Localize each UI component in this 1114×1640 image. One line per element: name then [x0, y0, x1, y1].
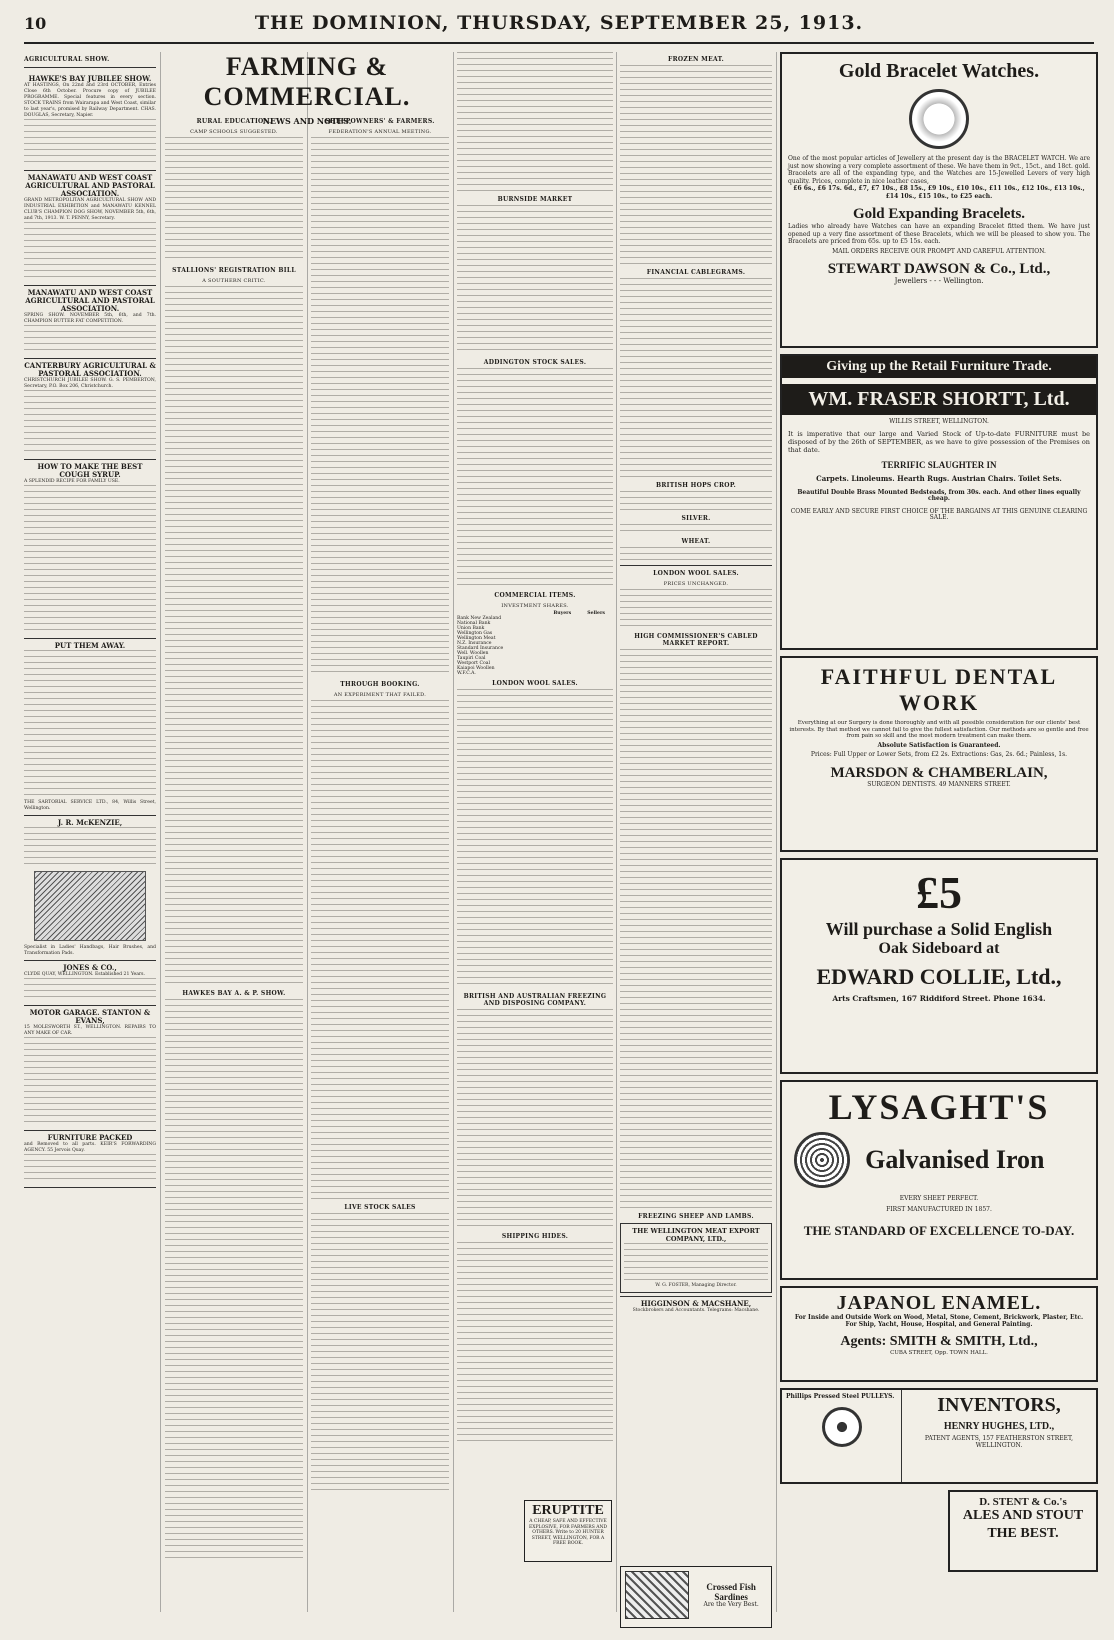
dental-guarantee: Absolute Satisfaction is Guaranteed.: [877, 741, 1001, 749]
ad-body: CLYDE QUAY, WELLINGTON. Established 21 Years.: [24, 972, 145, 977]
furniture-items: Carpets. Linoleums. Hearth Rugs. Austrian Chairs. Toilet Sets.: [816, 473, 1062, 483]
ad-title: J. R. McKENZIE,: [57, 818, 123, 827]
stewart-dawson-sub: Jewellers - - - Wellington.: [894, 277, 984, 285]
headline-rural-education: RURAL EDUCATION.: [196, 118, 272, 125]
headline-financial: FINANCIAL CABLEGRAMS.: [646, 269, 746, 276]
gold-watches-title: Gold Bracelet Watches.: [838, 60, 1040, 82]
share-name: Kaiapoi Woollen: [457, 666, 495, 671]
subhead: PRICES UNCHANGED.: [663, 581, 729, 587]
share-name: Standard Insurance: [457, 646, 504, 651]
share-name: Wellington Gas: [457, 631, 493, 636]
share-name: National Bank: [457, 621, 491, 626]
headline-freezing-co: BRITISH AND AUSTRALIAN FREEZING AND DISPOSING COMPANY.: [463, 993, 607, 1007]
ad-body: and Removed to all parts. KEIR'S FORWARDING AGENCY. 55 Jervois Quay.: [24, 1142, 156, 1153]
higginson-ad: [620, 1296, 772, 1317]
ad-put-them-away: [24, 639, 156, 816]
ad-body: SPRING SHOW. NOVEMBER 5th, 6th, and 7th. CHAMPION BUTTER FAT COMPETITION.: [24, 313, 156, 324]
column-rural: [165, 114, 303, 1612]
headline-sheepowners: SHEEPOWNERS' & FARMERS.: [325, 118, 435, 125]
watch-illustration: [909, 89, 969, 149]
stewart-dawson: STEWART DAWSON & Co., Ltd.,: [827, 261, 1051, 277]
sardine-illustration: [625, 1571, 689, 1619]
stent-product: ALES AND STOUT: [962, 1508, 1084, 1523]
pulleys-ad: [782, 1390, 902, 1482]
bracelets-body: Ladies who already have Watches can have an expanding Bracelet fitted them. We have just opened up a very fine assortment of these Bracelets, which we will be pleased to show you. The Bracelets are priced from 65s. up to £5 15s. each.: [788, 223, 1090, 245]
eruptite-body: A CHEAP, SAFE AND EFFECTIVE EXPLOSIVE, FOR FARMERS AND OTHERS. Write to 20 HUNTER STREET, WELLINGTON, FOR A FREE BOOK.: [528, 1519, 608, 1546]
higginson-body: Stockbrokers and Accountants. Telegrams: Macshane.: [632, 1308, 760, 1313]
headline-wheat: WHEAT.: [681, 538, 711, 545]
ad-title: CANTERBURY AGRICULTURAL & PASTORAL ASSOCIATION.: [24, 361, 156, 378]
japanol-title: JAPANOL ENAMEL.: [836, 1292, 1042, 1314]
subhead: INVESTMENT SHARES.: [501, 603, 569, 609]
share-name: Wellington Meat: [457, 636, 496, 641]
share-name: Westport Coal: [457, 661, 490, 666]
ad-eruptite: [524, 1500, 612, 1562]
column-mining: [620, 52, 772, 1612]
share-name: Taupiri Coal: [457, 656, 486, 661]
share-name: W.F.C.A.: [457, 671, 476, 676]
ad-canterbury: [24, 359, 156, 460]
dental-prices: Prices: Full Upper or Lower Sets, from £2 2s. Extractions: Gas, 2s. 6d.; Painless, 1s.: [810, 751, 1068, 758]
headline-british-hops: BRITISH HOPS CROP.: [655, 482, 737, 489]
lysaght-line1: EVERY SHEET PERFECT.: [899, 1195, 979, 1202]
meat-company-manager: W. G. FOSTER, Managing Director.: [655, 1283, 737, 1288]
ad-title: HAWKE'S BAY JUBILEE SHOW.: [28, 74, 152, 83]
ad-body: Specialist in Ladies' Handbags, Hair Brushes, and Transformation Pads.: [24, 945, 156, 956]
sardines-tagline: Are the Very Best.: [703, 1600, 759, 1608]
ad-hawkes-bay: [24, 72, 156, 171]
japanol-address: CUBA STREET, Opp. TOWN HALL.: [890, 1350, 988, 1356]
dental-title: FAITHFUL DENTAL WORK: [820, 664, 1058, 715]
headline-through-booking: THROUGH BOOKING.: [340, 681, 420, 688]
masthead: [24, 10, 1094, 44]
pulleys-text: Phillips Pressed Steel PULLEYS.: [786, 1393, 895, 1400]
dental-firm: MARSDON & CHAMBERLAIN,: [830, 764, 1048, 781]
ad-body: A SPLENDID RECIPE FOR FAMILY USE.: [24, 479, 120, 484]
headline-frozen-meat: FROZEN MEAT.: [668, 56, 724, 63]
higginson-name: HIGGINSON & MACSHANE,: [640, 1299, 752, 1308]
column-markets: [457, 52, 613, 1612]
ad-jones: [24, 961, 156, 1006]
headline-shipping: SHIPPING HIDES.: [501, 1233, 569, 1240]
newspaper-title: THE DOMINION, THURSDAY, SEPTEMBER 25, 1913.: [254, 12, 864, 34]
meat-company-ad: [620, 1223, 772, 1293]
collie-firm: EDWARD COLLIE, Ltd.,: [816, 964, 1062, 989]
ad-title: HOW TO MAKE THE BEST COUGH SYRUP.: [37, 462, 143, 479]
left-ads-column: [24, 52, 156, 1612]
ad-body: CHRISTCHURCH JUBILEE SHOW. G. S. PEMBERTON, Secretary, P.O. Box 206, Christchurch.: [24, 378, 156, 389]
ad-title: MANAWATU AND WEST COAST AGRICULTURAL AND PASTORAL ASSOCIATION.: [25, 288, 155, 313]
collie-line1: Will purchase a Solid English: [825, 919, 1053, 939]
farming-title: FARMING & COMMERCIAL.: [203, 52, 411, 111]
section-label: AGRICULTURAL SHOW.: [24, 56, 110, 63]
lysaght-line2: FIRST MANUFACTURED IN 1857.: [886, 1205, 992, 1213]
dental-body: Everything at our Surgery is done thoroughly and with all possible consideration for our clients' best interests. By that method we cannot fail to give the fullest satisfaction. Our methods are so gentle and free from pain so skill and the most modern treatment can make them.: [789, 720, 1089, 739]
headline-live-stock: LIVE STOCK SALES: [344, 1204, 416, 1211]
ad-dental: [780, 656, 1098, 852]
inventors-sub: PATENT AGENTS, 157 FEATHERSTON STREET, WELLINGTON.: [924, 1435, 1074, 1449]
handbag-illustration: [34, 871, 146, 941]
column-sheepowners: [311, 114, 449, 1612]
table-row: [457, 671, 613, 676]
headline-commercial: COMMERCIAL ITEMS.: [494, 592, 576, 599]
inventors-title: INVENTORS,: [937, 1394, 1061, 1416]
headline-addington: ADDINGTON STOCK SALES.: [483, 359, 587, 366]
japanol-uses: For Ship, Yacht, House, Hospital, and General Painting.: [845, 1320, 1033, 1328]
ad-body: AT HASTINGS, On 22nd and 23rd OCTOBER, Entries Close 6th October. Procure copy of JUBILEE PROGRAMME. Special features in every section. STOCK TRAINS from Wairarapa and West Coast, similar to last year's, promised by Railway Department. CHAS. DOUGLAS, Secretary, Napier.: [24, 83, 156, 118]
headline-hawkes-bay: HAWKES BAY A. & P. SHOW.: [182, 990, 286, 997]
bracelets-title: Gold Expanding Bracelets.: [852, 206, 1026, 222]
ad-japanol: [780, 1286, 1098, 1382]
ad-body: GRAND METROPOLITAN AGRICULTURAL SHOW AND INDUSTRIAL EXHIBITION and MANAWATU KENNEL CLUB'S CHAMPION DOG SHOW, NOVEMBER 5th, 6th, and 7th, 1913. W. T. PENNY, Secretary.: [24, 198, 156, 221]
ad-stent: [948, 1490, 1098, 1572]
furniture-beds: Beautiful Double Brass Mounted Bedsteads, from 30s. each. And other lines equally cheap.: [797, 488, 1081, 502]
ad-title: FURNITURE PACKED: [47, 1133, 133, 1142]
subhead: A SOUTHERN CRITIC.: [202, 278, 266, 284]
ad-cough-syrup: [24, 460, 156, 639]
ad-mckenzie: [24, 816, 156, 961]
furniture-banner: Giving up the Retail Furniture Trade.: [782, 356, 1096, 378]
eruptite-title: ERUPTITE: [532, 1503, 604, 1518]
ad-furniture-packed: [24, 1131, 156, 1188]
japanol-agents: Agents: SMITH & SMITH, Ltd.,: [840, 1334, 1038, 1349]
lysaght-title: LYSAGHT'S: [828, 1087, 1050, 1127]
page-number: 10: [24, 14, 47, 33]
headline-freezing-sheep: FREEZING SHEEP AND LAMBS.: [638, 1213, 754, 1220]
stent-title: D. STENT & Co.'s: [979, 1496, 1067, 1508]
headline-silver: SILVER.: [681, 515, 711, 522]
mail-orders: MAIL ORDERS RECEIVE OUR PROMPT AND CAREFUL ATTENTION.: [832, 247, 1046, 255]
headline-london-wool-2: LONDON WOOL SALES.: [653, 570, 739, 577]
share-name: Bank New Zealand: [457, 616, 502, 621]
ad-motor-garage: [24, 1006, 156, 1131]
ad-title: MANAWATU AND WEST COAST AGRICULTURAL AND PASTORAL ASSOCIATION.: [25, 173, 155, 198]
fraser-address: WILLIS STREET, WELLINGTON.: [889, 418, 989, 425]
share-col-header: Sellers: [587, 611, 605, 616]
trade-mark-icon: [794, 1132, 850, 1188]
headline-london-wool: LONDON WOOL SALES.: [492, 680, 578, 687]
subhead: FEDERATION'S ANNUAL MEETING.: [328, 129, 432, 135]
fraser-shortt: WM. FRASER SHORTT, Ltd.: [782, 384, 1096, 415]
ad-body: 15 MOLESWORTH ST., WELLINGTON. REPAIRS TO ANY MAKE OF CAR.: [24, 1025, 156, 1036]
furniture-closing: COME EARLY AND SECURE FIRST CHOICE OF THE BARGAINS AT THIS GENUINE CLEARING SALE.: [790, 507, 1088, 521]
japanol-sub: For Inside and Outside Work on Wood, Metal, Stone, Cement, Brickwork, Plaster, Etc.: [794, 1314, 1084, 1321]
ad-manawatu-spring: [24, 286, 156, 359]
dental-firm-sub: SURGEON DENTISTS. 49 MANNERS STREET.: [867, 780, 1011, 788]
collie-address: Arts Craftsmen, 167 Riddiford Street. Phone 1634.: [832, 994, 1046, 1003]
collie-line2: Oak Sideboard at: [878, 940, 1000, 957]
gold-watches-prices: £6 6s., £6 17s. 6d., £7, £7 10s., £8 15s., £9 10s., £10 10s., £11 10s., £12 10s., £13 10s., £14 10s., £15 10s., to £25 each.: [793, 185, 1085, 200]
lysaght-standard: THE STANDARD OF EXCELLENCE TO-DAY.: [803, 1223, 1075, 1238]
ad-body: THE SARTORIAL SERVICE LTD., 84, Willis Street, Wellington.: [24, 800, 156, 811]
subhead: AN EXPERIMENT THAT FAILED.: [333, 692, 427, 698]
ad-collie: [780, 858, 1098, 1074]
share-col-header: Buyers: [553, 611, 572, 616]
share-table: [457, 611, 613, 676]
ad-sardines: [620, 1566, 772, 1628]
stent-tag: THE BEST.: [987, 1526, 1059, 1541]
pulley-illustration: [822, 1407, 862, 1447]
ad-lysaght: [780, 1080, 1098, 1280]
slaughter: TERRIFIC SLAUGHTER IN: [881, 459, 997, 470]
share-name: Well. Woollen: [457, 651, 489, 656]
collie-price: £5: [916, 867, 962, 918]
ad-gold-watches: [780, 52, 1098, 348]
meat-company-name: THE WELLINGTON MEAT EXPORT COMPANY, LTD.,: [632, 1227, 760, 1243]
inventors-firm: HENRY HUGHES, LTD.,: [943, 1421, 1055, 1432]
ad-manawatu: [24, 171, 156, 286]
lysaght-product: Galvanised Iron: [865, 1145, 1045, 1174]
ad-inventors: [780, 1388, 1098, 1484]
ad-title: PUT THEM AWAY.: [54, 641, 126, 650]
farming-subtitle: NEWS AND NOTES.: [262, 116, 352, 126]
headline-high-commissioner: HIGH COMMISSIONER'S CABLED MARKET REPORT.: [634, 633, 758, 647]
gold-watches-body: One of the most popular articles of Jewellery at the present day is the BRACELET WATCH. We are just now showing a very complete assortment of these. We have them in 9ct., 15ct., and 18ct. gold. Bracelets are all of the expanding type, and the Watches are 15-Jewelled Levers of very high quality. Prices, complete in nice leather cases,: [788, 155, 1090, 185]
furniture-body: It is imperative that our large and Varied Stock of Up-to-date FURNITURE must be disposed of by the 26th of SEPTEMBER, as we have to give possession of the Premises on that date.: [788, 429, 1090, 454]
ad-furniture-trade: [780, 354, 1098, 650]
share-name: N.Z. Insurance: [457, 641, 492, 646]
sardines-title: Crossed Fish Sardines: [706, 1581, 756, 1602]
subhead: CAMP SCHOOLS SUGGESTED.: [190, 129, 278, 135]
ad-title: JONES & CO.,: [63, 963, 117, 972]
headline-burnside: BURNSIDE MARKET: [497, 196, 573, 203]
ad-title: MOTOR GARAGE. STANTON & EVANS,: [29, 1008, 151, 1025]
share-name: Union Bank: [457, 626, 485, 631]
headline-stallions: STALLIONS' REGISTRATION BILL: [172, 267, 296, 274]
